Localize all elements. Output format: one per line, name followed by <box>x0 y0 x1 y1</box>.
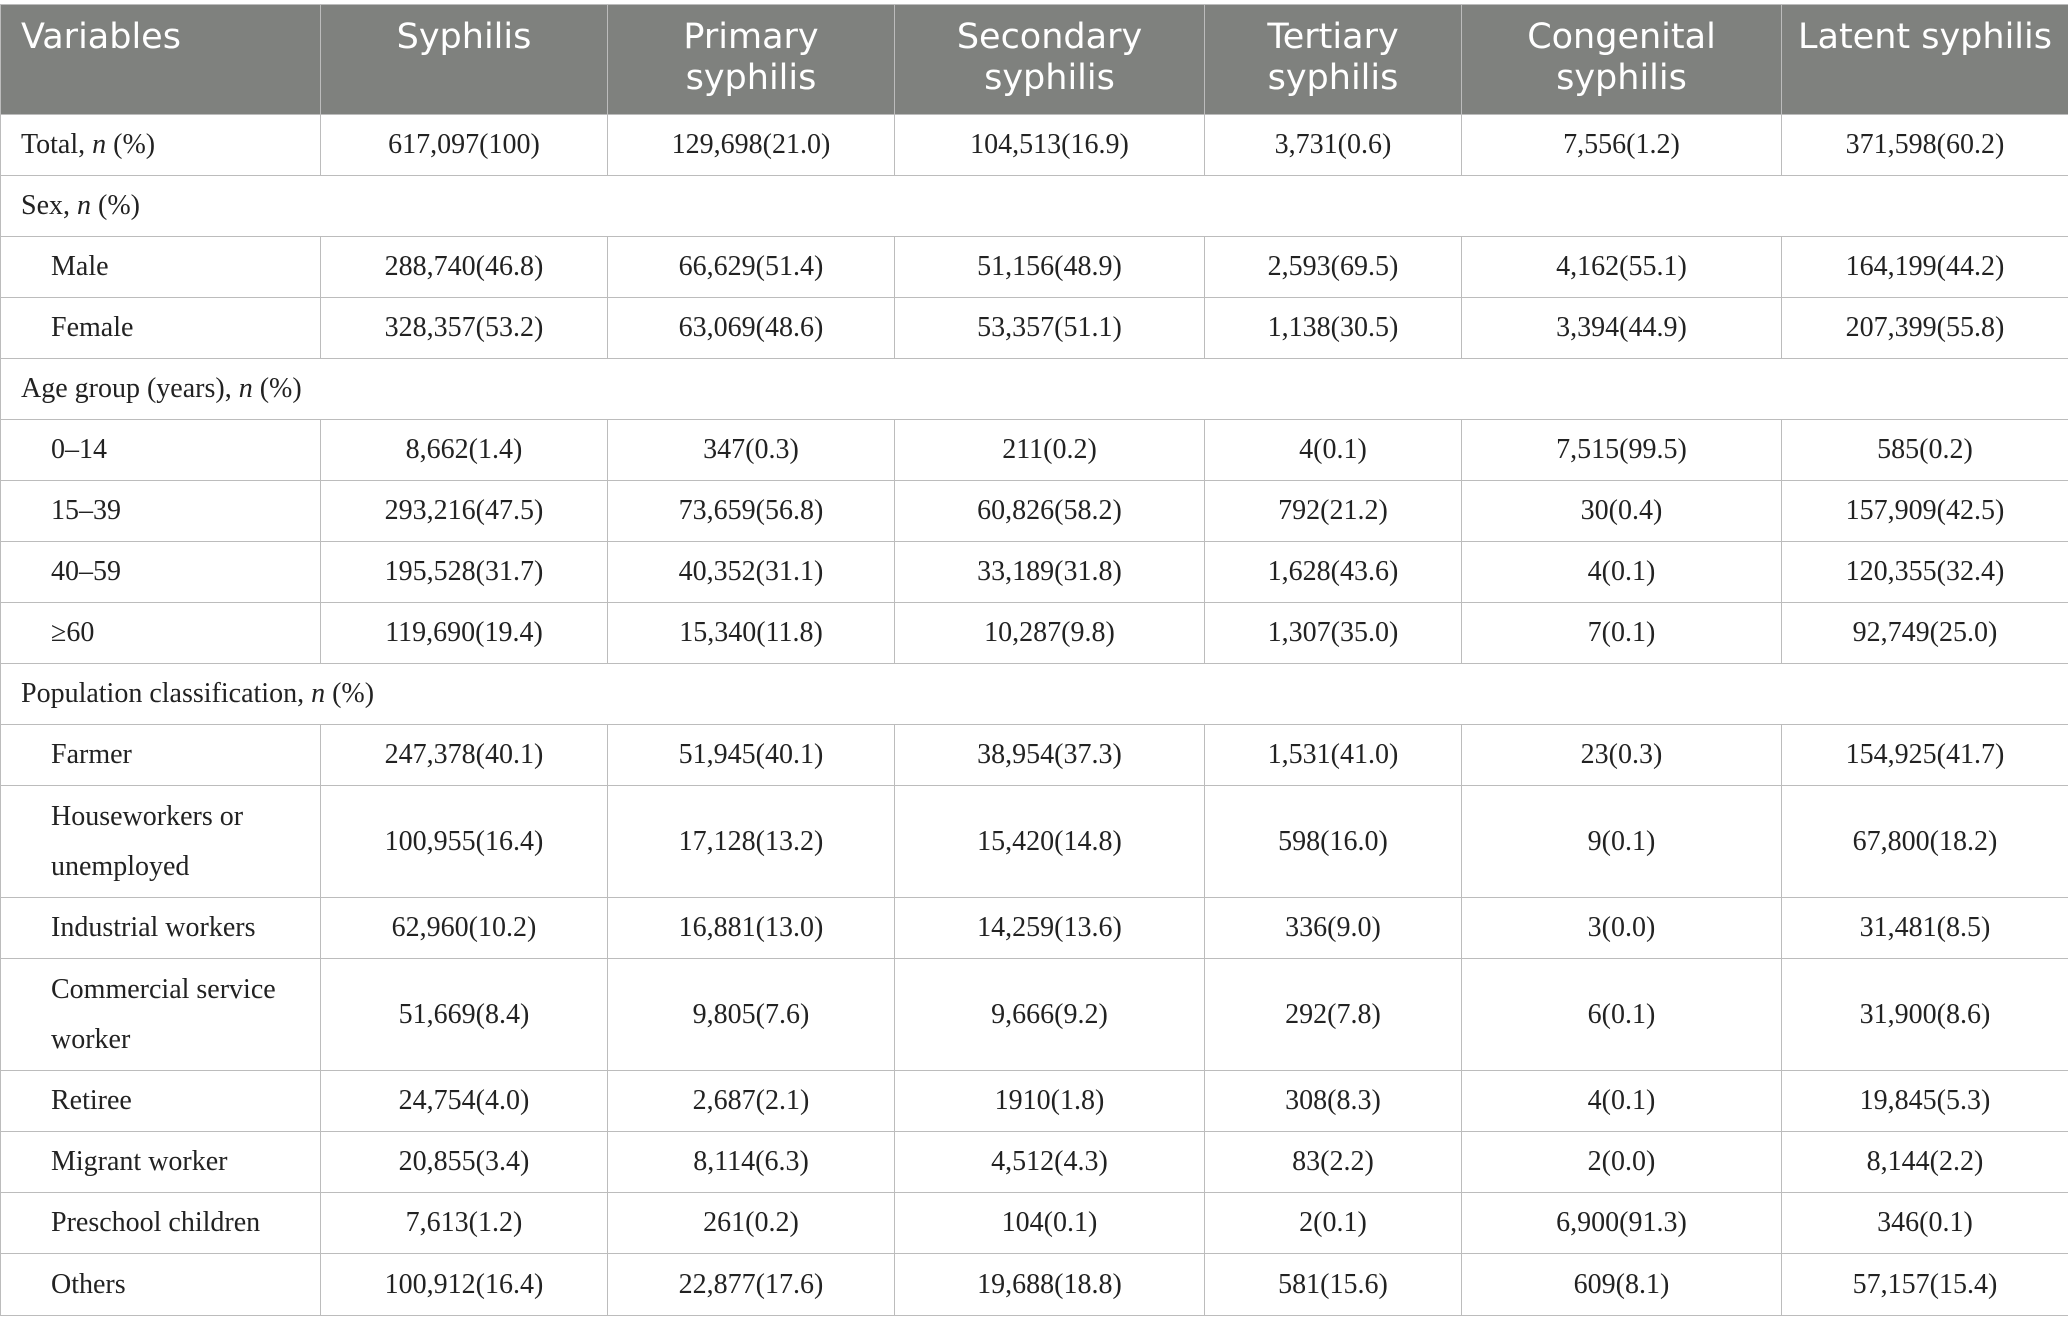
label-text: Total, <box>21 129 93 160</box>
table-row <box>1 542 2068 603</box>
cell: 6(0.1) <box>1462 959 1782 1071</box>
cell: 4,512(4.3) <box>895 1132 1205 1193</box>
cell: 8,144(2.2) <box>1782 1132 2068 1193</box>
cell: 38,954(37.3) <box>895 725 1205 786</box>
cell: 293,216(47.5) <box>321 481 608 542</box>
table-row <box>1 1193 2068 1254</box>
cell: 53,357(51.1) <box>895 298 1205 359</box>
cell: 20,855(3.4) <box>321 1132 608 1193</box>
cell: 8,114(6.3) <box>608 1132 895 1193</box>
cell: 328,357(53.2) <box>321 298 608 359</box>
cell: 609(8.1) <box>1462 1254 1782 1316</box>
cell: 16,881(13.0) <box>608 898 895 959</box>
label-italic: n <box>92 129 107 160</box>
total-row <box>1 115 2068 176</box>
header-variables: Variables <box>1 5 321 115</box>
cell: 100,955(16.4) <box>321 786 608 898</box>
row-label: Houseworkers or unemployed <box>1 786 321 898</box>
cell: 2(0.1) <box>1205 1193 1462 1254</box>
cell: 15,340(11.8) <box>608 603 895 664</box>
section-italic: n <box>238 373 253 404</box>
cell: 581(15.6) <box>1205 1254 1462 1316</box>
cell: 7(0.1) <box>1462 603 1782 664</box>
cell: 60,826(58.2) <box>895 481 1205 542</box>
cell: 617,097(100) <box>321 115 608 176</box>
cell: 1910(1.8) <box>895 1071 1205 1132</box>
cell: 67,800(18.2) <box>1782 786 2068 898</box>
table-row <box>1 898 2068 959</box>
cell: 4(0.1) <box>1462 542 1782 603</box>
row-label: Farmer <box>1 725 321 786</box>
label-suffix: (%) <box>106 129 156 160</box>
row-label: Preschool children <box>1 1193 321 1254</box>
cell: 207,399(55.8) <box>1782 298 2068 359</box>
cell: 120,355(32.4) <box>1782 542 2068 603</box>
cell: 7,556(1.2) <box>1462 115 1782 176</box>
cell: 40,352(31.1) <box>608 542 895 603</box>
cell: 157,909(42.5) <box>1782 481 2068 542</box>
row-label: 40–59 <box>1 542 321 603</box>
cell: 211(0.2) <box>895 420 1205 481</box>
cell: 14,259(13.6) <box>895 898 1205 959</box>
header-secondary-syphilis: Secondary syphilis <box>895 5 1205 115</box>
cell: 308(8.3) <box>1205 1071 1462 1132</box>
cell: 22,877(17.6) <box>608 1254 895 1316</box>
section-label <box>1 176 2068 237</box>
cell: 19,688(18.8) <box>895 1254 1205 1316</box>
table-row <box>1 481 2068 542</box>
section-text: Age group (years), <box>21 373 239 404</box>
table-row <box>1 959 2068 1071</box>
table-row <box>1 420 2068 481</box>
section-row-sex <box>1 176 2068 237</box>
cell: 164,199(44.2) <box>1782 237 2068 298</box>
cell: 3(0.0) <box>1462 898 1782 959</box>
cell: 92,749(25.0) <box>1782 603 2068 664</box>
section-text: Population classification, <box>21 678 312 709</box>
table-row <box>1 603 2068 664</box>
cell: 3,394(44.9) <box>1462 298 1782 359</box>
cell: 51,945(40.1) <box>608 725 895 786</box>
cell: 129,698(21.0) <box>608 115 895 176</box>
row-label: ≥60 <box>1 603 321 664</box>
cell: 598(16.0) <box>1205 786 1462 898</box>
header-latent-syphilis: Latent syphilis <box>1782 5 2068 115</box>
cell: 195,528(31.7) <box>321 542 608 603</box>
row-label: Commercial service worker <box>1 959 321 1071</box>
cell: 15,420(14.8) <box>895 786 1205 898</box>
cell: 104(0.1) <box>895 1193 1205 1254</box>
cell: 585(0.2) <box>1782 420 2068 481</box>
cell: 288,740(46.8) <box>321 237 608 298</box>
cell: 63,069(48.6) <box>608 298 895 359</box>
cell: 347(0.3) <box>608 420 895 481</box>
cell: 57,157(15.4) <box>1782 1254 2068 1316</box>
header-tertiary-syphilis: Tertiary syphilis <box>1205 5 1462 115</box>
cell: 7,515(99.5) <box>1462 420 1782 481</box>
cell: 119,690(19.4) <box>321 603 608 664</box>
cell: 62,960(10.2) <box>321 898 608 959</box>
cell: 2(0.0) <box>1462 1132 1782 1193</box>
section-italic: n <box>77 190 91 221</box>
row-label <box>1 115 321 176</box>
cell: 7,613(1.2) <box>321 1193 608 1254</box>
table-row <box>1 1132 2068 1193</box>
section-text: Sex, <box>21 190 77 221</box>
cell: 247,378(40.1) <box>321 725 608 786</box>
section-suffix: (%) <box>252 373 302 404</box>
table-row <box>1 1254 2068 1316</box>
cell: 3,731(0.6) <box>1205 115 1462 176</box>
section-italic: n <box>311 678 326 709</box>
cell: 30(0.4) <box>1462 481 1782 542</box>
cell: 4(0.1) <box>1205 420 1462 481</box>
cell: 51,669(8.4) <box>321 959 608 1071</box>
row-label: Others <box>1 1254 321 1316</box>
row-label: Retiree <box>1 1071 321 1132</box>
table-row <box>1 786 2068 898</box>
cell: 1,307(35.0) <box>1205 603 1462 664</box>
cell: 104,513(16.9) <box>895 115 1205 176</box>
syphilis-table <box>0 4 2068 1316</box>
cell: 1,138(30.5) <box>1205 298 1462 359</box>
row-label: Migrant worker <box>1 1132 321 1193</box>
table-row <box>1 1071 2068 1132</box>
cell: 1,531(41.0) <box>1205 725 1462 786</box>
cell: 33,189(31.8) <box>895 542 1205 603</box>
cell: 10,287(9.8) <box>895 603 1205 664</box>
cell: 154,925(41.7) <box>1782 725 2068 786</box>
cell: 6,900(91.3) <box>1462 1193 1782 1254</box>
section-suffix: (%) <box>91 190 140 221</box>
header-row <box>1 5 2068 115</box>
cell: 792(21.2) <box>1205 481 1462 542</box>
row-label: Industrial workers <box>1 898 321 959</box>
row-label: 15–39 <box>1 481 321 542</box>
section-label <box>1 664 2068 725</box>
cell: 2,593(69.5) <box>1205 237 1462 298</box>
section-row-population <box>1 664 2068 725</box>
section-label <box>1 359 2068 420</box>
cell: 346(0.1) <box>1782 1193 2068 1254</box>
cell: 261(0.2) <box>608 1193 895 1254</box>
cell: 17,128(13.2) <box>608 786 895 898</box>
row-label: Female <box>1 298 321 359</box>
cell: 336(9.0) <box>1205 898 1462 959</box>
section-suffix: (%) <box>325 678 375 709</box>
cell: 9,666(9.2) <box>895 959 1205 1071</box>
cell: 19,845(5.3) <box>1782 1071 2068 1132</box>
cell: 2,687(2.1) <box>608 1071 895 1132</box>
cell: 31,900(8.6) <box>1782 959 2068 1071</box>
section-row-age-group <box>1 359 2068 420</box>
cell: 23(0.3) <box>1462 725 1782 786</box>
cell: 24,754(4.0) <box>321 1071 608 1132</box>
header-congenital-syphilis: Congenital syphilis <box>1462 5 1782 115</box>
cell: 8,662(1.4) <box>321 420 608 481</box>
cell: 100,912(16.4) <box>321 1254 608 1316</box>
cell: 73,659(56.8) <box>608 481 895 542</box>
table-row <box>1 237 2068 298</box>
table-row <box>1 298 2068 359</box>
header-primary-syphilis: Primary syphilis <box>608 5 895 115</box>
cell: 371,598(60.2) <box>1782 115 2068 176</box>
table-row <box>1 725 2068 786</box>
cell: 1,628(43.6) <box>1205 542 1462 603</box>
cell: 31,481(8.5) <box>1782 898 2068 959</box>
header-syphilis: Syphilis <box>321 5 608 115</box>
cell: 9,805(7.6) <box>608 959 895 1071</box>
cell: 9(0.1) <box>1462 786 1782 898</box>
cell: 4,162(55.1) <box>1462 237 1782 298</box>
cell: 83(2.2) <box>1205 1132 1462 1193</box>
cell: 292(7.8) <box>1205 959 1462 1071</box>
row-label: 0–14 <box>1 420 321 481</box>
cell: 66,629(51.4) <box>608 237 895 298</box>
cell: 4(0.1) <box>1462 1071 1782 1132</box>
row-label: Male <box>1 237 321 298</box>
cell: 51,156(48.9) <box>895 237 1205 298</box>
